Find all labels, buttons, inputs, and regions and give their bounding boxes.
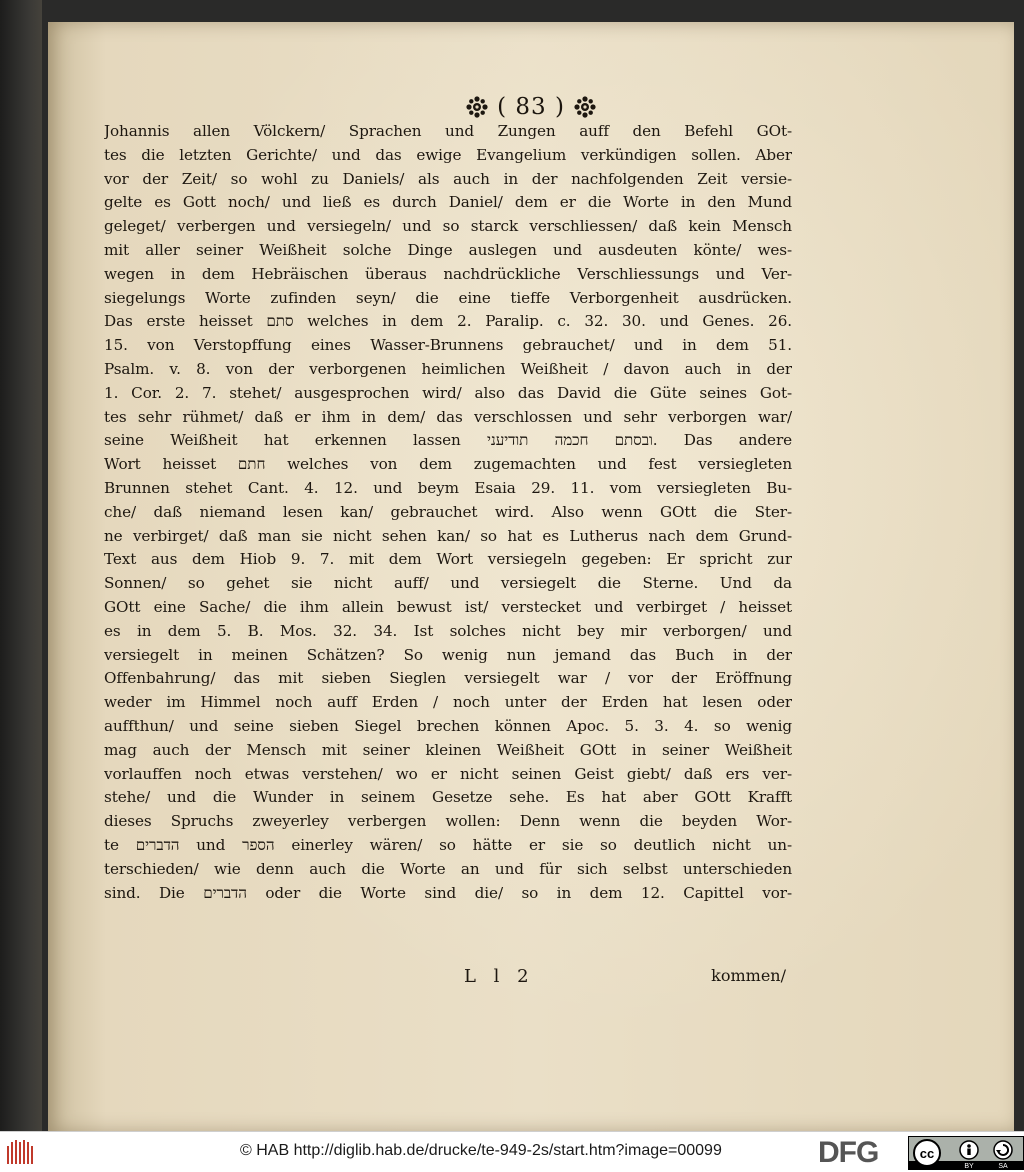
cc-by-sa-license-icon[interactable]: [908, 1136, 1024, 1170]
text-line: Brunnen stehet Cant. 4. 12. und beym Esaia 29. 11. vom versiegleten Bu-: [104, 478, 792, 497]
text-line: 15. von Verstopffung eines Wasser-Brunnens gebrauchet/ und in dem 51.: [104, 336, 792, 355]
source-url-text[interactable]: © HAB http://diglib.hab.de/drucke/te-949-2s/start.htm?image=00099: [240, 1142, 722, 1159]
license-label-by: BY: [964, 1163, 974, 1170]
rosette-ornament-icon: [573, 95, 597, 119]
text-line: dieses Spruchs zweyerley verbergen wollen: Denn wenn die beyden Wor-: [104, 812, 792, 831]
text-line: che/ daß niemand lesen kan/ gebrauchet wird. Also wenn GOtt die Ster-: [104, 502, 792, 521]
text-line: GOtt eine Sache/ die ihm allein bewust ist/ verstecket und verbirget / heisset: [104, 597, 792, 616]
license-label-sa: SA: [998, 1163, 1008, 1170]
text-line: 1. Cor. 2. 7. stehet/ ausgesprochen wird/ also das David die Güte seines Got-: [104, 383, 792, 402]
signature-mark: L l 2: [464, 966, 535, 987]
text-line: tes die letzten Gerichte/ und das ewige Evangelium verkündigen sollen. Aber: [104, 145, 792, 164]
text-line: mit aller seiner Weißheit solche Dinge auslegen und ausdeuten könte/ wes-: [104, 240, 792, 259]
text-line: geleget/ verbergen und versiegeln/ und so starck verschliessen/ daß kein Mensch: [104, 217, 792, 236]
page-footer: [104, 966, 792, 992]
binding-edge: [0, 0, 42, 1132]
library-barcode-icon: [6, 1138, 36, 1166]
attribution-bar: [0, 1131, 1024, 1172]
text-line: weder im Himmel noch auff Erden / noch unter der Erden hat lesen oder: [104, 693, 792, 712]
text-line: terschieden/ wie denn auch die Worte an und für sich selbst unterschieden: [104, 859, 792, 878]
page-number: ( 83 ): [497, 94, 565, 120]
text-line: tes sehr rühmet/ daß er ihm in dem/ das verschlossen und sehr verborgen war/: [104, 407, 792, 426]
text-line: te הדברים und הספר einerley wären/ so hätte er sie so deutlich nicht un-: [104, 835, 792, 854]
text-line: Das erste heisset סתם welches in dem 2. Paralip. c. 32. 30. und Genes. 26.: [104, 312, 792, 331]
text-line: sind. Die הדברים oder die Worte sind die/ so in dem 12. Capittel vor-: [104, 883, 792, 902]
text-line: Text aus dem Hiob 9. 7. mit dem Wort versiegeln gegeben: Er spricht zur: [104, 550, 792, 569]
page-header: [48, 92, 1014, 122]
text-line: auffthun/ und seine sieben Siegel brechen können Apoc. 5. 3. 4. so wenig: [104, 716, 792, 735]
text-line: es in dem 5. B. Mos. 32. 34. Ist solches nicht bey mir verborgen/ und: [104, 621, 792, 640]
dfg-logo: DFG: [818, 1136, 879, 1169]
text-line: ne verbirget/ daß man sie nicht sehen kan/ so hat es Lutherus nach dem Grund-: [104, 526, 792, 545]
text-line: Psalm. v. 8. von der verborgenen heimlichen Weißheit / davon auch in der: [104, 359, 792, 378]
catchword: kommen/: [711, 966, 786, 985]
text-line: Sonnen/ so gehet sie nicht auff/ und versiegelt die Sterne. Und da: [104, 574, 792, 593]
text-line: stehe/ und die Wunder in seinem Gesetze sehe. Es hat aber GOtt Krafft: [104, 788, 792, 807]
text-line: Johannis allen Völckern/ Sprachen und Zungen auff den Befehl GOt-: [104, 122, 792, 140]
text-line: mag auch der Mensch mit seiner kleinen Weißheit GOtt in seiner Weißheit: [104, 740, 792, 759]
text-line: seine Weißheit hat erkennen lassen ובסתם חכמה תודיעני. Das andere: [104, 431, 792, 450]
text-line: vorlauffen noch etwas verstehen/ wo er nicht seinen Geist giebt/ daß ers ver-: [104, 764, 792, 783]
rosette-ornament-icon: [465, 95, 489, 119]
body-text: [104, 120, 792, 980]
text-line: Wort heisset חתם welches von dem zugemachten und fest versiegleten: [104, 455, 792, 474]
text-line: versiegelt in meinen Schätzen? So wenig nun jemand das Buch in der: [104, 645, 792, 664]
text-line: vor der Zeit/ so wohl zu Daniels/ als auch in der nachfolgenden Zeit versie-: [104, 169, 792, 188]
text-line: wegen in dem Hebräischen überaus nachdrückliche Verschliessungs und Ver-: [104, 264, 792, 283]
text-line: gelte es Gott noch/ und ließ es durch Daniel/ dem er die Worte in den Mund: [104, 193, 792, 212]
text-line: siegelungs Worte zufinden seyn/ die eine tieffe Verborgenheit ausdrücken.: [104, 288, 792, 307]
text-line: Offenbahrung/ das mit sieben Sieglen versiegelt war / vor der Eröffnung: [104, 669, 792, 688]
svg-text:cc: cc: [919, 1146, 935, 1161]
scanned-page: [48, 22, 1014, 1132]
